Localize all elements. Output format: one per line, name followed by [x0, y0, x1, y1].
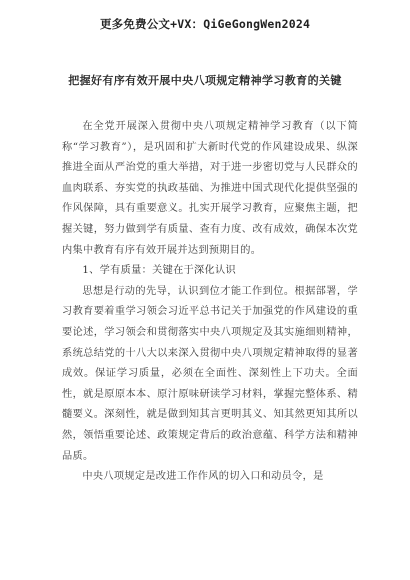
- watermark-header: 更多免费公文+VX：QiGeGongWen2024: [99, 17, 311, 31]
- document-body: [62, 117, 358, 488]
- paragraph-section-1: 思想是行动的先导，认识到位才能工作到位。根据部署，学习教育要着重学习领会习近平总书记关于加强党的作风建设的重要论述，学习领会和贯彻落实中央八项规定及其实施细则精神，系统总结党的十八大以来深入贯彻中央八项规定精神取得的显著成效。保证学习质量，必须在全面性、深刻性上下功夫。全面性，就是原原本本、原汁原味研读学习材料，掌握完整体系、精髓要义。深刻性，就是做到知其言更明其义、知其然更知其所以然，领悟重要论述、政策规定背后的政治意蕴、科学方法和精神品质。: [62, 285, 358, 462]
- section-heading: 1、学有质量：关键在于深化认识: [82, 265, 236, 277]
- document-title: 把握好有序有效开展中央八项规定精神学习教育的关键: [68, 74, 342, 87]
- paragraph-intro: 在全党开展深入贯彻中央八项规定精神学习教育（以下简称“学习教育”），是巩固和扩大新时代党的作风建设成果、纵深推进全面从严治党的重大举措，对于进一步密切党与人民群众的血肉联系、夯实党的执政基础、为推进中国式现代化提供坚强的作风保障，具有重要意义。扎实开展学习教育，应聚焦主题，把握关键，努力做到学有质量、查有力度、改有成效，确保本次党内集中教育有序有效开展并达到预期目的。: [62, 121, 358, 256]
- paragraph-continued: 中央八项规定是改进工作作风的切入口和动员令，是: [82, 471, 324, 483]
